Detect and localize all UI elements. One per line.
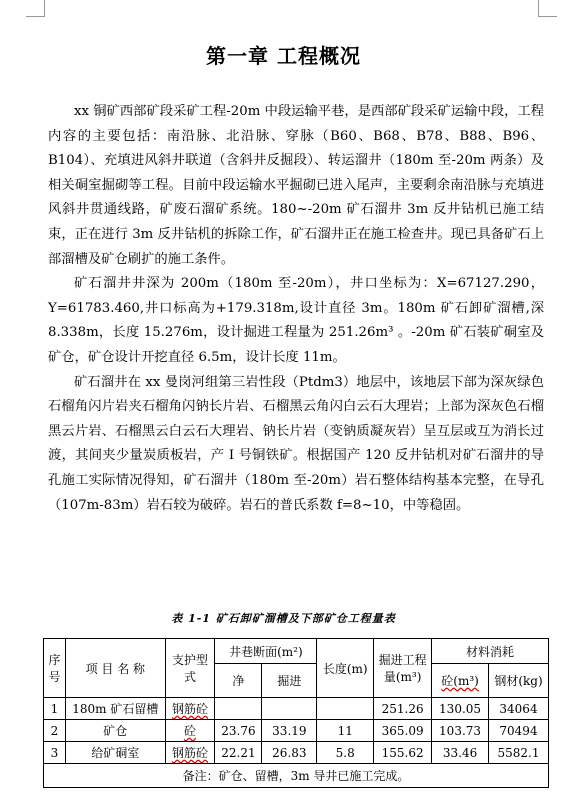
cell-support-text: 钢筋砼 [172, 702, 209, 716]
cell-net [215, 698, 262, 720]
cell-support-text: 砼 [184, 724, 197, 738]
cell-net: 22.21 [215, 742, 262, 764]
paragraph-3: 矿石溜井在 xx 曼岗河组第三岩性段（Ptdm3）地层中，该地层下部为深灰绿色石榴角闪片岩夹石榴角闪钠长片岩、石榴黑云角闪白云石大理岩；上部为深灰色石榴黑云片岩、石榴黑云白云石大理岩、钠长片岩（变钠质凝灰岩）呈互层或互为消长过渡，其间夹少量炭质板岩，产 I 号铜铁矿。根据国产 120 反井钻机对矿石溜井的导孔施工实际情况得知，矿石溜井（180m 至-20m）岩石整体结构基本完整，在导孔（107m-83m）岩石较为破碎。岩石的普氏系数 f=8~10，中等稳固。 [48, 374, 544, 513]
table-row [44, 742, 549, 764]
cell-volume: 155.62 [374, 742, 432, 764]
cell-concrete: 103.73 [432, 720, 489, 742]
table-row [44, 720, 549, 742]
cell-excavation [262, 698, 317, 720]
quantity-table [43, 638, 549, 788]
cell-name: 给矿硐室 [65, 742, 165, 764]
cell-name: 180m 矿石留槽 [65, 698, 165, 720]
paragraph-1: xx 铜矿西部矿段采矿工程-20m 中段运输平巷，是西部矿段采矿运输中段，工程内容的主要包括：南沿脉、北沿脉、穿脉（B60、B68、B78、B88、B96、B104）、充填进风斜井联道（含斜井反掘段）、转运溜井（180m 至-20m 两条）及相关硐室掘砌等工程。目前中段运输水平掘砌已进入尾声，主要剩余南沿脉与充填进风斜井贯通线路，矿废石溜矿系统。180~-20m 矿石溜井 3m 反井钻机已施工结束，正在进行 3m 反井钻机的拆除工作，矿石溜井正在施工检查井。现已具备矿石上部溜槽及矿仓刷扩的施工条件。 [48, 104, 544, 267]
cell-concrete: 130.05 [432, 698, 489, 720]
table-row [44, 698, 549, 720]
header-concrete [432, 664, 489, 698]
cell-steel: 5582.1 [489, 742, 549, 764]
header-volume: 掘进工程量(m³) [374, 639, 432, 698]
header-materials: 材料消耗 [432, 639, 549, 664]
header-support: 支护型式 [165, 639, 215, 698]
cell-support [165, 720, 215, 742]
crop-mark-right [538, 0, 557, 17]
header-name: 项 目 名 称 [65, 639, 165, 698]
header-excavation: 掘进 [262, 664, 317, 698]
cell-no: 1 [44, 698, 66, 720]
table-caption: 表 1-1 矿石卸矿溜槽及下部矿仓工程量表 [171, 612, 396, 625]
header-length: 长度(m) [317, 639, 374, 698]
cell-length: 5.8 [317, 742, 374, 764]
table-note: 备注：矿仓、留槽，3m 导井已施工完成。 [44, 764, 549, 788]
header-net: 净 [215, 664, 262, 698]
paragraph-2: 矿石溜井井深为 200m（180m 至-20m），井口坐标为：X=67127.290，Y=61783.460,井口标高为+179.318m,设计直径 3m。180m 矿石卸矿溜槽,深 8.338m，长度 15.276m，设计掘进工程量为 251.26m³ 。-20m 矿石装矿硐室及矿仓，矿仓设计开挖直径 6.5m，设计长度 11m。 [48, 276, 544, 365]
header-concrete-text: 砼(m³) [441, 674, 479, 688]
cell-length: 11 [317, 720, 374, 742]
cell-net: 23.76 [215, 720, 262, 742]
cell-no: 2 [44, 720, 66, 742]
crop-mark-left [26, 0, 45, 17]
cell-concrete: 33.46 [432, 742, 489, 764]
cell-volume: 365.09 [374, 720, 432, 742]
cell-steel: 70494 [489, 720, 549, 742]
cell-support [165, 742, 215, 764]
cell-name: 矿仓 [65, 720, 165, 742]
header-section: 井巷断面(m²) [215, 639, 317, 664]
body-text [48, 100, 544, 518]
cell-steel: 34064 [489, 698, 549, 720]
header-no: 序号 [44, 639, 66, 698]
cell-support-text: 钢筋砼 [172, 746, 209, 760]
cell-no: 3 [44, 742, 66, 764]
cell-volume: 251.26 [374, 698, 432, 720]
cell-length [317, 698, 374, 720]
cell-support [165, 698, 215, 720]
header-steel: 钢材(kg) [489, 664, 549, 698]
cell-excavation: 26.83 [262, 742, 317, 764]
cell-excavation: 33.19 [262, 720, 317, 742]
chapter-title: 第一章 工程概况 [206, 44, 361, 68]
